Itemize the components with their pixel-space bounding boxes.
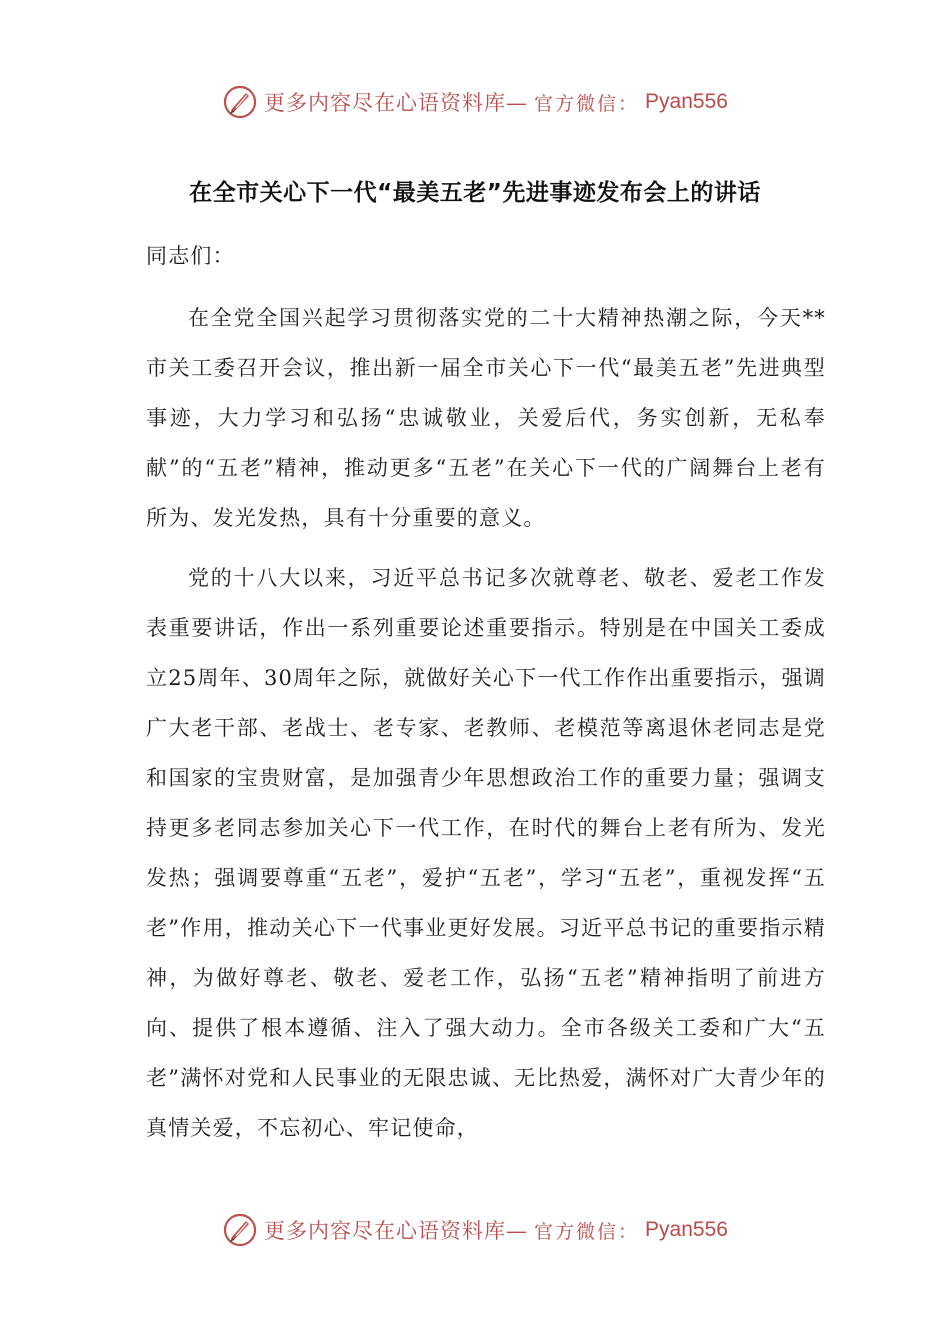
greeting: 同志们： xyxy=(146,244,235,268)
banner-text: 更多内容尽在心语资料库— xyxy=(264,91,529,115)
banner-text: 更多内容尽在心语资料库— xyxy=(264,1219,529,1243)
banner-label: 官方微信： xyxy=(534,1220,640,1243)
quill-logo-icon xyxy=(222,84,258,120)
paragraph: 在全党全国兴起学习贯彻落实党的二十大精神热潮之际，今天**市关工委召开会议，推出新一届全市关心下一代“最美五老”先进典型事迹，大力学习和弘扬“忠诚敬业，关爱后代，务实创新，无私奉献”的“五老”精神，推动更多“五老”在关心下一代的广阔舞台上老有所为、发光发热，具有十分重要的意义。 xyxy=(146,306,826,530)
document-body xyxy=(146,231,826,1163)
quill-logo-icon xyxy=(222,1212,258,1248)
footer-banner xyxy=(0,1208,950,1252)
banner-label: 官方微信： xyxy=(534,92,640,115)
header-banner xyxy=(0,80,950,124)
wechat-id: Pyan556 xyxy=(645,90,728,113)
document-title: 在全市关心下一代“最美五老”先进事迹发布会上的讲话 xyxy=(189,180,761,206)
wechat-id: Pyan556 xyxy=(645,1218,728,1241)
paragraph: 党的十八大以来，习近平总书记多次就尊老、敬老、爱老工作发表重要讲话，作出一系列重要论述重要指示。特别是在中国关工委成立25周年、30周年之际，就做好关心下一代工作作出重要指示，强调广大老干部、老战士、老专家、老教师、老模范等离退休老同志是党和国家的宝贵财富，是加强青少年思想政治工作的重要力量；强调支持更多老同志参加关心下一代工作，在时代的舞台上老有所为、发光发热；强调要尊重“五老”，爱护“五老”，学习“五老”，重视发挥“五老”作用，推动关心下一代事业更好发展。习近平总书记的重要指示精神，为做好尊老、敬老、爱老工作，弘扬“五老”精神指明了前进方向、提供了根本遵循、注入了强大动力。全市各级关工委和广大“五老”满怀对党和人民事业的无限忠诚、无比热爱，满怀对广大青少年的真情关爱，不忘初心、牢记使命， xyxy=(146,566,826,1140)
